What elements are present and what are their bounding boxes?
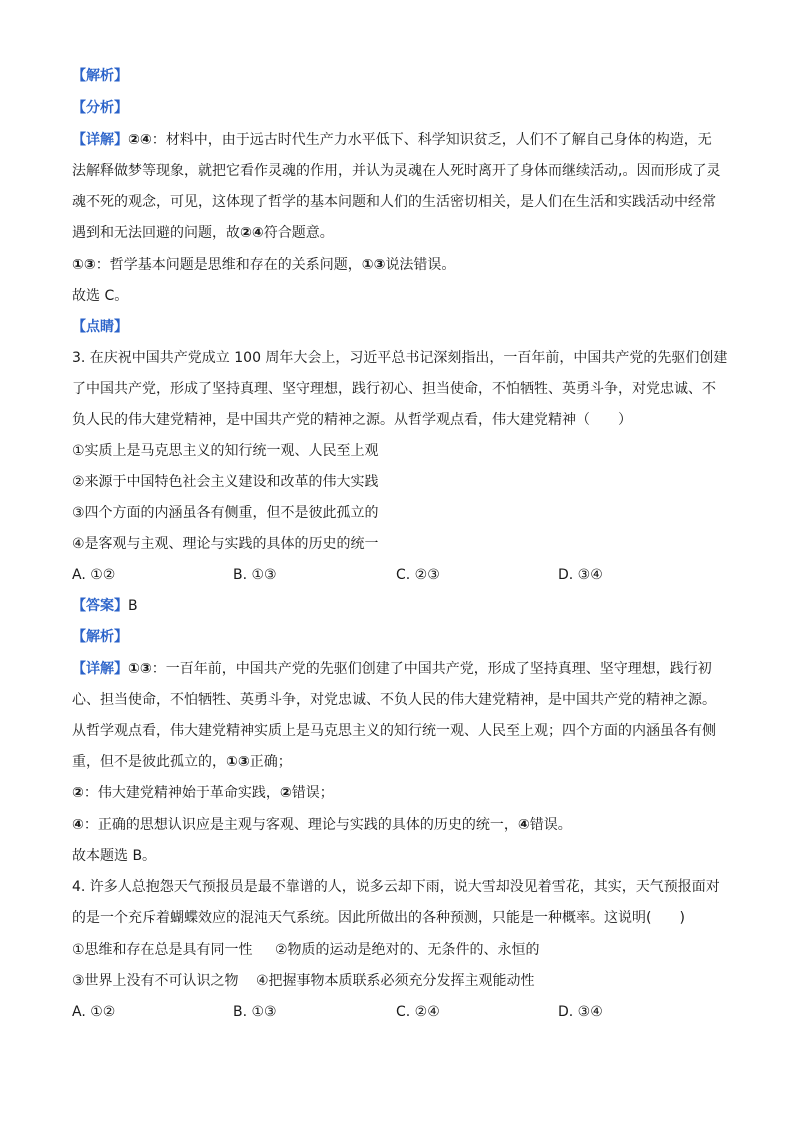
q3-statement-1: [72, 441, 732, 461]
detail-text: 从哲学观点看，伟大建党精神实质上是马克思主义的知行统一观、人民至上观；四个方面的内涵虽各有侧: [72, 723, 716, 739]
error-text: ：正确的思想认识应是主观与客观、理论与实践的具体的历史的统一，: [83, 817, 518, 833]
q4-statement-4: ④把握事物本质联系必须充分发挥主观能动性: [256, 973, 535, 989]
detail-bold: ①③: [226, 754, 250, 770]
stem-text: 4. 许多人总抱怨天气预报员是最不靠谱的人，说多云却下雨，说大雪却没见着雪花，其实，天气预报面对: [72, 879, 720, 895]
q4-stem-line-2: [72, 908, 732, 928]
detail-text: ：材料中，由于远古时代生产力水平低下、科学知识贫乏，人们不了解自己身体的构造，无: [151, 132, 712, 148]
statement-text: ①实质上是马克思主义的知行统一观、人民至上观: [72, 443, 379, 459]
wrong-text: ：哲学基本问题是思维和存在的关系问题，: [95, 257, 362, 273]
q2-detail-line-1: [72, 130, 732, 150]
stem-text: 3. 在庆祝中国共产党成立 100 周年大会上，习近平总书记深刻指出，一百年前，中国共产党的先驱们创建: [72, 350, 728, 366]
q3-error-4-line: [72, 815, 732, 835]
detail-tag: 【详解】: [72, 132, 128, 148]
error-text: ：伟大建党精神始于革命实践，: [83, 785, 280, 801]
detail-lead: ②④: [128, 132, 152, 148]
error-text: 错误；: [291, 785, 334, 801]
q2-answer-line: [72, 286, 732, 306]
q3-detail-line-1: [72, 659, 732, 679]
detail-text: 遇到和无法回避的问题，故: [72, 225, 240, 241]
q4-option-b: B. ①③: [233, 1004, 277, 1020]
q3-option-c: C. ②③: [396, 567, 440, 583]
q2-detail-line-2: [72, 161, 732, 181]
wrong-bold: ①③: [361, 257, 386, 273]
statement-text: ④是客观与主观、理论与实践的具体的历史的统一: [72, 536, 379, 552]
stem-text: 了中国共产党，形成了坚持真理、坚守理想，践行初心、担当使命，不怕牺牲、英勇斗争，对党忠诚、不: [72, 381, 716, 397]
wrong-bold: ①③: [72, 257, 96, 273]
q3-error-2-line: [72, 783, 732, 803]
answer-tag: 【答案】: [72, 598, 128, 614]
dianjing-tag: 【点睛】: [72, 319, 128, 335]
detail-text: 重，但不是彼此孤立的，: [72, 754, 226, 770]
q4-statement-3: ③世界上没有不可认识之物: [72, 973, 239, 989]
error-bold: ④: [517, 817, 530, 833]
q3-final-line: [72, 846, 732, 866]
detail-text: 正确；: [249, 754, 292, 770]
detail-tag: 【详解】: [72, 661, 128, 677]
error-bold: ②: [72, 785, 84, 801]
stem-text: 负人民的伟大建党精神，是中国共产党的精神之源。从哲学观点看，伟大建党精神（ ）: [72, 412, 632, 428]
q2-detail-line-4: [72, 223, 732, 243]
q4-statement-2: ②物质的运动是绝对的、无条件的、永恒的: [275, 942, 540, 958]
analysis-tag: 【解析】: [72, 68, 128, 84]
error-bold: ④: [72, 817, 84, 833]
stem-text: 的是一个充斥着蝴蝶效应的混沌天气系统。因此所做出的各种预测，只能是一种概率。这说明( ): [72, 910, 685, 926]
q3-option-b: B. ①③: [233, 567, 277, 583]
q2-detail-line-3: [72, 192, 732, 212]
fenxi-tag: 【分析】: [72, 100, 128, 116]
detail-text: 法解释做梦等现象，就把它看作灵魂的作用，并认为灵魂在人死时离开了身体而继续活动,。因而形成了灵: [72, 163, 721, 179]
q2-dianjing-heading: [72, 317, 732, 337]
detail-text: 心、担当使命，不怕牺牲、英勇斗争，对党忠诚、不负人民的伟大建党精神，是中国共产党的精神之源。: [72, 692, 716, 708]
analysis-tag: 【解析】: [72, 629, 128, 645]
answer-value: B: [128, 598, 138, 614]
q3-statement-4: [72, 534, 732, 554]
q3-detail-line-3: [72, 721, 732, 741]
q3-detail-line-2: [72, 690, 732, 710]
q3-statement-3: [72, 503, 732, 523]
q4-statement-1: ①思维和存在总是具有同一性: [72, 942, 253, 958]
q4-option-a: A. ①②: [72, 1004, 116, 1020]
q3-analysis-heading: [72, 627, 732, 647]
wrong-text: 说法错误。: [385, 257, 456, 273]
detail-text: ：一百年前，中国共产党的先驱们创建了中国共产党，形成了坚持真理、坚守理想，践行初: [151, 661, 712, 677]
q3-statement-2: [72, 472, 732, 492]
error-bold: ②: [279, 785, 292, 801]
q3-detail-line-4: [72, 752, 732, 772]
detail-text: 魂不死的观念，可见，这体现了哲学的基本问题和人们的生活密切相关，是人们在生活和实践活动中经常: [72, 194, 716, 210]
statement-text: ②来源于中国特色社会主义建设和改革的伟大实践: [72, 474, 379, 490]
q4-stem-line-1: [72, 877, 732, 897]
detail-text: 符合题意。: [263, 225, 334, 241]
q3-answer-line: [72, 596, 732, 616]
q3-stem-line-1: [72, 348, 732, 368]
error-text: 错误。: [529, 817, 572, 833]
q2-fenxi-heading: [72, 98, 732, 118]
q3-option-d: D. ③④: [558, 567, 603, 583]
detail-lead: ①③: [128, 661, 152, 677]
q3-stem-line-3: [72, 410, 732, 430]
answer-text: 故选 C。: [72, 288, 129, 304]
q2-analysis-heading: [72, 66, 732, 86]
statement-text: ③四个方面的内涵虽各有侧重，但不是彼此孤立的: [72, 505, 379, 521]
q3-stem-line-2: [72, 379, 732, 399]
q3-option-a: A. ①②: [72, 567, 116, 583]
q2-wrong-line: [72, 255, 732, 275]
final-text: 故本题选 B。: [72, 848, 157, 864]
detail-bold: ②④: [240, 225, 264, 241]
q4-option-c: C. ②④: [396, 1004, 440, 1020]
q4-option-d: D. ③④: [558, 1004, 603, 1020]
